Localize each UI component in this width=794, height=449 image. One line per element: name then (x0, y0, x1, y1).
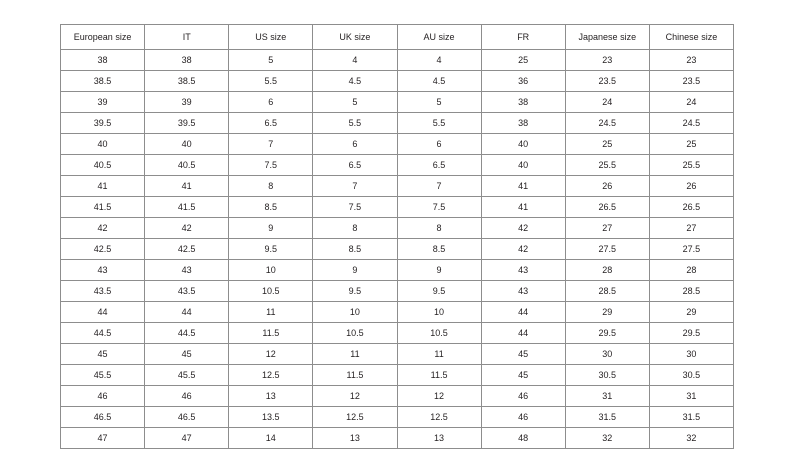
cell-chinese-size: 24.5 (649, 113, 733, 134)
cell-european-size: 42 (61, 218, 145, 239)
table-header-row (61, 25, 734, 50)
cell-au-size: 7 (397, 176, 481, 197)
cell-au-size: 4 (397, 50, 481, 71)
table-row (61, 239, 734, 260)
cell-fr: 40 (481, 155, 565, 176)
table-header (61, 25, 734, 50)
cell-au-size: 11 (397, 344, 481, 365)
table-row (61, 218, 734, 239)
column-header-it: IT (145, 25, 229, 50)
cell-uk-size: 10.5 (313, 323, 397, 344)
table-row (61, 71, 734, 92)
cell-european-size: 38 (61, 50, 145, 71)
cell-fr: 42 (481, 218, 565, 239)
cell-fr: 38 (481, 113, 565, 134)
cell-japanese-size: 31 (565, 386, 649, 407)
cell-it: 45 (145, 344, 229, 365)
cell-uk-size: 4 (313, 50, 397, 71)
table-row (61, 281, 734, 302)
cell-fr: 38 (481, 92, 565, 113)
cell-it: 40.5 (145, 155, 229, 176)
cell-uk-size: 6 (313, 134, 397, 155)
cell-fr: 41 (481, 197, 565, 218)
cell-us-size: 11.5 (229, 323, 313, 344)
cell-au-size: 8 (397, 218, 481, 239)
cell-japanese-size: 23.5 (565, 71, 649, 92)
cell-au-size: 6 (397, 134, 481, 155)
cell-it: 44 (145, 302, 229, 323)
cell-it: 41 (145, 176, 229, 197)
cell-european-size: 41.5 (61, 197, 145, 218)
cell-it: 44.5 (145, 323, 229, 344)
cell-european-size: 47 (61, 428, 145, 449)
table-row (61, 365, 734, 386)
cell-european-size: 38.5 (61, 71, 145, 92)
cell-uk-size: 11 (313, 344, 397, 365)
cell-european-size: 42.5 (61, 239, 145, 260)
cell-japanese-size: 31.5 (565, 407, 649, 428)
cell-japanese-size: 24.5 (565, 113, 649, 134)
cell-it: 39.5 (145, 113, 229, 134)
cell-uk-size: 5.5 (313, 113, 397, 134)
cell-japanese-size: 25 (565, 134, 649, 155)
cell-chinese-size: 31 (649, 386, 733, 407)
size-conversion-table-container (60, 24, 734, 449)
cell-fr: 45 (481, 365, 565, 386)
table-body (61, 50, 734, 449)
cell-japanese-size: 28 (565, 260, 649, 281)
cell-japanese-size: 29 (565, 302, 649, 323)
cell-us-size: 13.5 (229, 407, 313, 428)
cell-chinese-size: 32 (649, 428, 733, 449)
cell-it: 43.5 (145, 281, 229, 302)
cell-us-size: 9.5 (229, 239, 313, 260)
cell-us-size: 10 (229, 260, 313, 281)
column-header-chinese-size: Chinese size (649, 25, 733, 50)
cell-uk-size: 8.5 (313, 239, 397, 260)
cell-chinese-size: 31.5 (649, 407, 733, 428)
cell-european-size: 43.5 (61, 281, 145, 302)
size-conversion-table (60, 24, 734, 449)
cell-japanese-size: 27 (565, 218, 649, 239)
cell-uk-size: 5 (313, 92, 397, 113)
cell-european-size: 44 (61, 302, 145, 323)
cell-fr: 41 (481, 176, 565, 197)
cell-fr: 25 (481, 50, 565, 71)
cell-au-size: 9 (397, 260, 481, 281)
table-row (61, 197, 734, 218)
cell-us-size: 9 (229, 218, 313, 239)
cell-european-size: 45.5 (61, 365, 145, 386)
cell-chinese-size: 29 (649, 302, 733, 323)
cell-fr: 44 (481, 323, 565, 344)
cell-it: 40 (145, 134, 229, 155)
table-row (61, 428, 734, 449)
cell-chinese-size: 27 (649, 218, 733, 239)
cell-chinese-size: 26.5 (649, 197, 733, 218)
cell-us-size: 13 (229, 386, 313, 407)
column-header-european-size: European size (61, 25, 145, 50)
cell-european-size: 46.5 (61, 407, 145, 428)
cell-chinese-size: 27.5 (649, 239, 733, 260)
cell-fr: 44 (481, 302, 565, 323)
cell-japanese-size: 30.5 (565, 365, 649, 386)
table-row (61, 176, 734, 197)
cell-chinese-size: 23.5 (649, 71, 733, 92)
cell-au-size: 7.5 (397, 197, 481, 218)
cell-us-size: 14 (229, 428, 313, 449)
cell-it: 38 (145, 50, 229, 71)
cell-chinese-size: 28 (649, 260, 733, 281)
table-row (61, 344, 734, 365)
cell-japanese-size: 29.5 (565, 323, 649, 344)
cell-it: 46.5 (145, 407, 229, 428)
cell-european-size: 39 (61, 92, 145, 113)
cell-chinese-size: 24 (649, 92, 733, 113)
cell-european-size: 39.5 (61, 113, 145, 134)
cell-uk-size: 7.5 (313, 197, 397, 218)
cell-uk-size: 9.5 (313, 281, 397, 302)
cell-us-size: 8.5 (229, 197, 313, 218)
table-row (61, 92, 734, 113)
cell-japanese-size: 26 (565, 176, 649, 197)
cell-japanese-size: 25.5 (565, 155, 649, 176)
table-row (61, 260, 734, 281)
cell-european-size: 43 (61, 260, 145, 281)
table-row (61, 302, 734, 323)
table-row (61, 323, 734, 344)
cell-fr: 40 (481, 134, 565, 155)
cell-uk-size: 6.5 (313, 155, 397, 176)
cell-us-size: 5 (229, 50, 313, 71)
cell-it: 47 (145, 428, 229, 449)
cell-european-size: 41 (61, 176, 145, 197)
table-row (61, 155, 734, 176)
cell-uk-size: 11.5 (313, 365, 397, 386)
cell-japanese-size: 27.5 (565, 239, 649, 260)
cell-us-size: 11 (229, 302, 313, 323)
cell-chinese-size: 28.5 (649, 281, 733, 302)
cell-it: 43 (145, 260, 229, 281)
cell-chinese-size: 26 (649, 176, 733, 197)
cell-japanese-size: 28.5 (565, 281, 649, 302)
cell-it: 42.5 (145, 239, 229, 260)
column-header-uk-size: UK size (313, 25, 397, 50)
cell-fr: 42 (481, 239, 565, 260)
cell-us-size: 7 (229, 134, 313, 155)
cell-us-size: 8 (229, 176, 313, 197)
cell-uk-size: 12 (313, 386, 397, 407)
cell-chinese-size: 23 (649, 50, 733, 71)
cell-au-size: 5 (397, 92, 481, 113)
cell-au-size: 12 (397, 386, 481, 407)
cell-chinese-size: 25.5 (649, 155, 733, 176)
cell-european-size: 40 (61, 134, 145, 155)
column-header-fr: FR (481, 25, 565, 50)
cell-it: 41.5 (145, 197, 229, 218)
cell-au-size: 4.5 (397, 71, 481, 92)
cell-european-size: 44.5 (61, 323, 145, 344)
cell-it: 45.5 (145, 365, 229, 386)
cell-au-size: 5.5 (397, 113, 481, 134)
cell-japanese-size: 30 (565, 344, 649, 365)
cell-us-size: 5.5 (229, 71, 313, 92)
cell-european-size: 45 (61, 344, 145, 365)
cell-us-size: 7.5 (229, 155, 313, 176)
table-row (61, 50, 734, 71)
table-row (61, 386, 734, 407)
cell-uk-size: 8 (313, 218, 397, 239)
column-header-au-size: AU size (397, 25, 481, 50)
cell-fr: 48 (481, 428, 565, 449)
cell-fr: 43 (481, 260, 565, 281)
cell-fr: 45 (481, 344, 565, 365)
cell-it: 39 (145, 92, 229, 113)
cell-it: 38.5 (145, 71, 229, 92)
cell-chinese-size: 25 (649, 134, 733, 155)
cell-au-size: 11.5 (397, 365, 481, 386)
cell-japanese-size: 24 (565, 92, 649, 113)
cell-us-size: 6 (229, 92, 313, 113)
cell-us-size: 12 (229, 344, 313, 365)
cell-us-size: 12.5 (229, 365, 313, 386)
cell-us-size: 10.5 (229, 281, 313, 302)
table-row (61, 113, 734, 134)
cell-european-size: 40.5 (61, 155, 145, 176)
cell-au-size: 10.5 (397, 323, 481, 344)
cell-au-size: 9.5 (397, 281, 481, 302)
cell-us-size: 6.5 (229, 113, 313, 134)
cell-japanese-size: 23 (565, 50, 649, 71)
cell-chinese-size: 30 (649, 344, 733, 365)
cell-japanese-size: 26.5 (565, 197, 649, 218)
cell-fr: 36 (481, 71, 565, 92)
cell-it: 42 (145, 218, 229, 239)
cell-uk-size: 4.5 (313, 71, 397, 92)
cell-au-size: 6.5 (397, 155, 481, 176)
table-row (61, 134, 734, 155)
cell-uk-size: 9 (313, 260, 397, 281)
cell-japanese-size: 32 (565, 428, 649, 449)
cell-au-size: 13 (397, 428, 481, 449)
cell-fr: 43 (481, 281, 565, 302)
cell-european-size: 46 (61, 386, 145, 407)
column-header-us-size: US size (229, 25, 313, 50)
cell-au-size: 12.5 (397, 407, 481, 428)
cell-uk-size: 13 (313, 428, 397, 449)
cell-chinese-size: 30.5 (649, 365, 733, 386)
cell-it: 46 (145, 386, 229, 407)
cell-uk-size: 10 (313, 302, 397, 323)
cell-fr: 46 (481, 407, 565, 428)
column-header-japanese-size: Japanese size (565, 25, 649, 50)
cell-fr: 46 (481, 386, 565, 407)
cell-au-size: 10 (397, 302, 481, 323)
table-row (61, 407, 734, 428)
cell-au-size: 8.5 (397, 239, 481, 260)
cell-uk-size: 7 (313, 176, 397, 197)
cell-chinese-size: 29.5 (649, 323, 733, 344)
cell-uk-size: 12.5 (313, 407, 397, 428)
